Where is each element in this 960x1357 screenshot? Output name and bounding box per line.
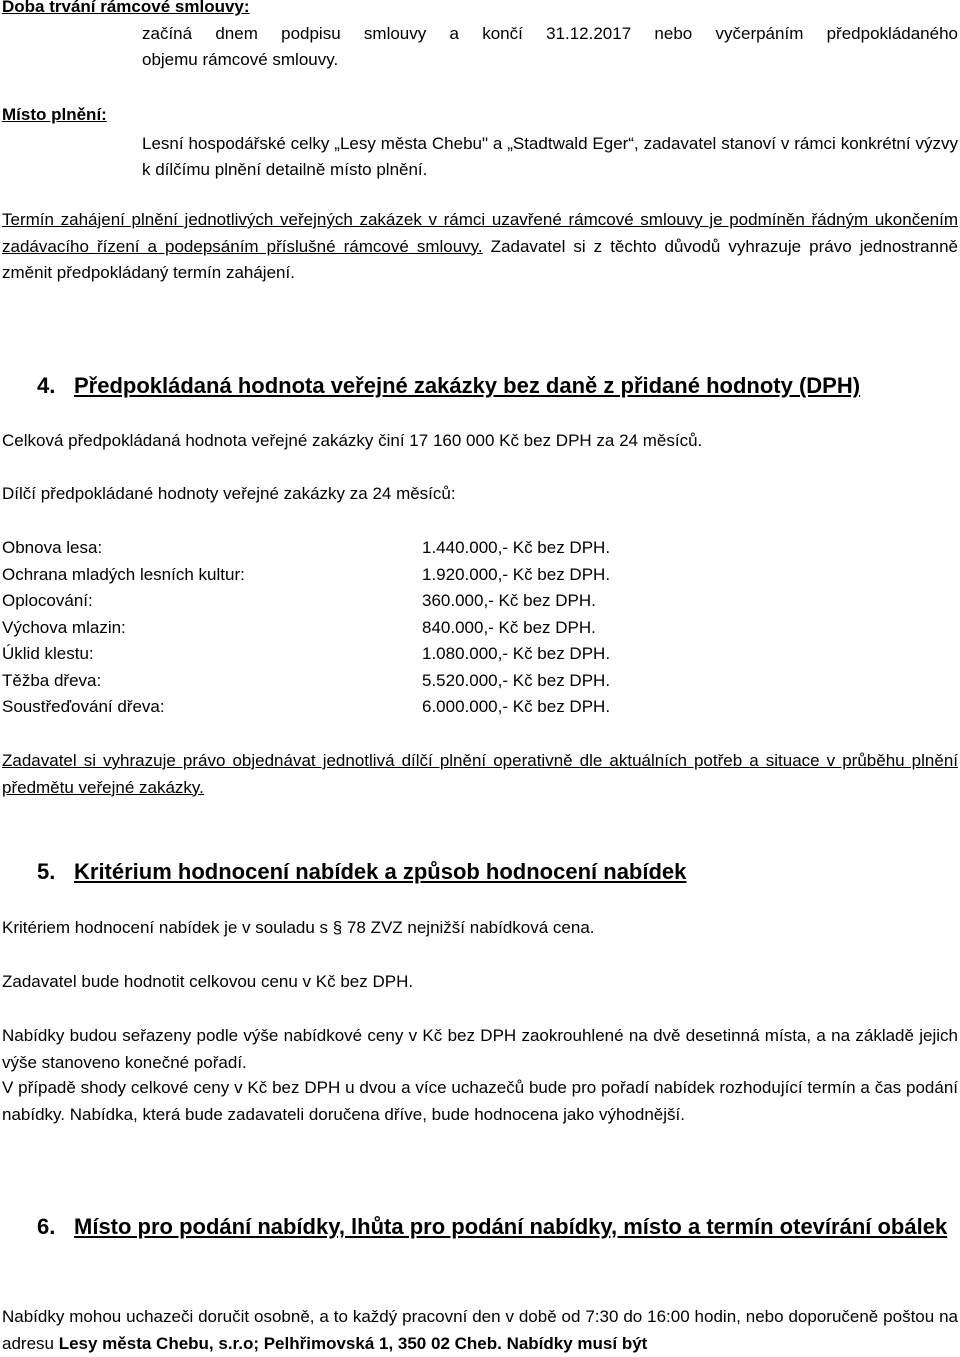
item-value: 5.520.000,- Kč bez DPH. <box>422 670 611 690</box>
section4-title: Předpokládaná hodnota veřejné zakázky bez daně z přidané hodnoty (DPH) <box>74 373 861 398</box>
item-name: Oplocování: <box>2 591 93 610</box>
section5-number: 5. <box>37 859 56 884</box>
item-name: Obnova lesa: <box>2 538 103 557</box>
section6-p1 <box>2 1304 958 1357</box>
duration-text-line1: začíná dnem podpisu smlouvy a končí 31.12.2017 nebo vyčerpáním předpokládaného <box>142 23 958 43</box>
place-text: Lesní hospodářské celky „Lesy města Chebu" a „Stadtwald Eger“, zadavatel stanoví v rámci konkrétní výzvy k dílčímu plnění detailně místo plnění. <box>142 133 958 179</box>
section6-p1-start: Nabídky mohou uchazeči doručit osobně, a to každý pracovní den v době od 7:30 do 16:00 hodin, nebo doporučeně poštou na adresu <box>2 1307 958 1353</box>
item-name: Ochrana mladých lesních kultur: <box>2 564 245 584</box>
item-name: Soustřeďování dřeva: <box>2 697 165 716</box>
item-value: 1.080.000,- Kč bez DPH. <box>422 644 611 663</box>
section6-heading <box>2 1212 958 1242</box>
item-name: Úklid klestu: <box>2 644 94 663</box>
item-value: 1.920.000,- Kč bez DPH. <box>422 564 611 584</box>
section5-title: Kritérium hodnocení nabídek a způsob hodnocení nabídek <box>74 859 687 884</box>
section4-reserve: Zadavatel si vyhrazuje právo objednávat jednotlivá dílčí plnění operativně dle aktuálních potřeb a situace v průběhu plnění předmětu veřejné zakázky. <box>2 751 958 797</box>
section5-p2: Zadavatel bude hodnotit celkovou cenu v Kč bez DPH. <box>2 972 414 991</box>
section5-p4: V případě shody celkové ceny v Kč bez DPH u dvou a více uchazečů bude pro pořadí nabídek rozhodující termín a čas podání nabídky. Nabídka, která bude zadavateli doručena dříve, bude hodnocena jako výhodnější. <box>2 1078 958 1124</box>
section4-total: Celková předpokládaná hodnota veřejné zakázky činí 17 160 000 Kč bez DPH za 24 měsíců. <box>2 431 703 450</box>
section4-heading <box>2 371 958 401</box>
partial-values-list <box>2 535 722 721</box>
item-value: 360.000,- Kč bez DPH. <box>422 591 596 610</box>
section6-title: Místo pro podání nabídky, lhůta pro podání nabídky, místo a termín otevírání obálek <box>74 1214 948 1239</box>
duration-label: Doba trvání rámcové smlouvy: <box>2 0 250 16</box>
start-term-text1: Termín zahájení plnění jednotlivých veřejných zakázek v rámci uzavřené rámcové smlouvy je podmíněn řádným ukončením zadávacího řízení a podepsáním příslušné rámcové smlouvy. <box>2 210 958 256</box>
item-value: 840.000,- Kč bez DPH. <box>422 617 596 637</box>
section5-p3: Nabídky budou seřazeny podle výše nabídkové ceny v Kč bez DPH zaokrouhlené na dvě desetinná místa, a na základě jejich výše stanoveno konečné pořadí. <box>2 1026 958 1072</box>
section4-partial-heading: Dílčí předpokládané hodnoty veřejné zakázky za 24 měsíců: <box>2 484 456 503</box>
duration-block <box>2 0 958 74</box>
section6-number: 6. <box>37 1214 56 1239</box>
place-block <box>2 102 958 184</box>
section6-p1-address: Lesy města Chebu, s.r.o; Pelhřimovská 1, 350 02 Cheb. Nabídky musí být <box>58 1333 648 1353</box>
item-value: 1.440.000,- Kč bez DPH. <box>422 538 611 557</box>
start-term-paragraph <box>2 207 958 287</box>
section4-number: 4. <box>37 373 56 398</box>
item-value: 6.000.000,- Kč bez DPH. <box>422 697 611 716</box>
place-label: Místo plnění: <box>2 105 107 124</box>
section5-heading <box>2 857 958 887</box>
section5-p1: Kritériem hodnocení nabídek je v souladu s § 78 ZVZ nejnižší nabídková cena. <box>2 918 595 937</box>
duration-text-line2: objemu rámcové smlouvy. <box>142 50 339 69</box>
start-term-text2: Zadavatel si z těchto důvodů vyhrazuje právo jednostranně změnit předpokládaný termín zahájení. <box>2 236 958 282</box>
item-name: Výchova mlazin: <box>2 617 126 637</box>
item-name: Těžba dřeva: <box>2 670 102 690</box>
